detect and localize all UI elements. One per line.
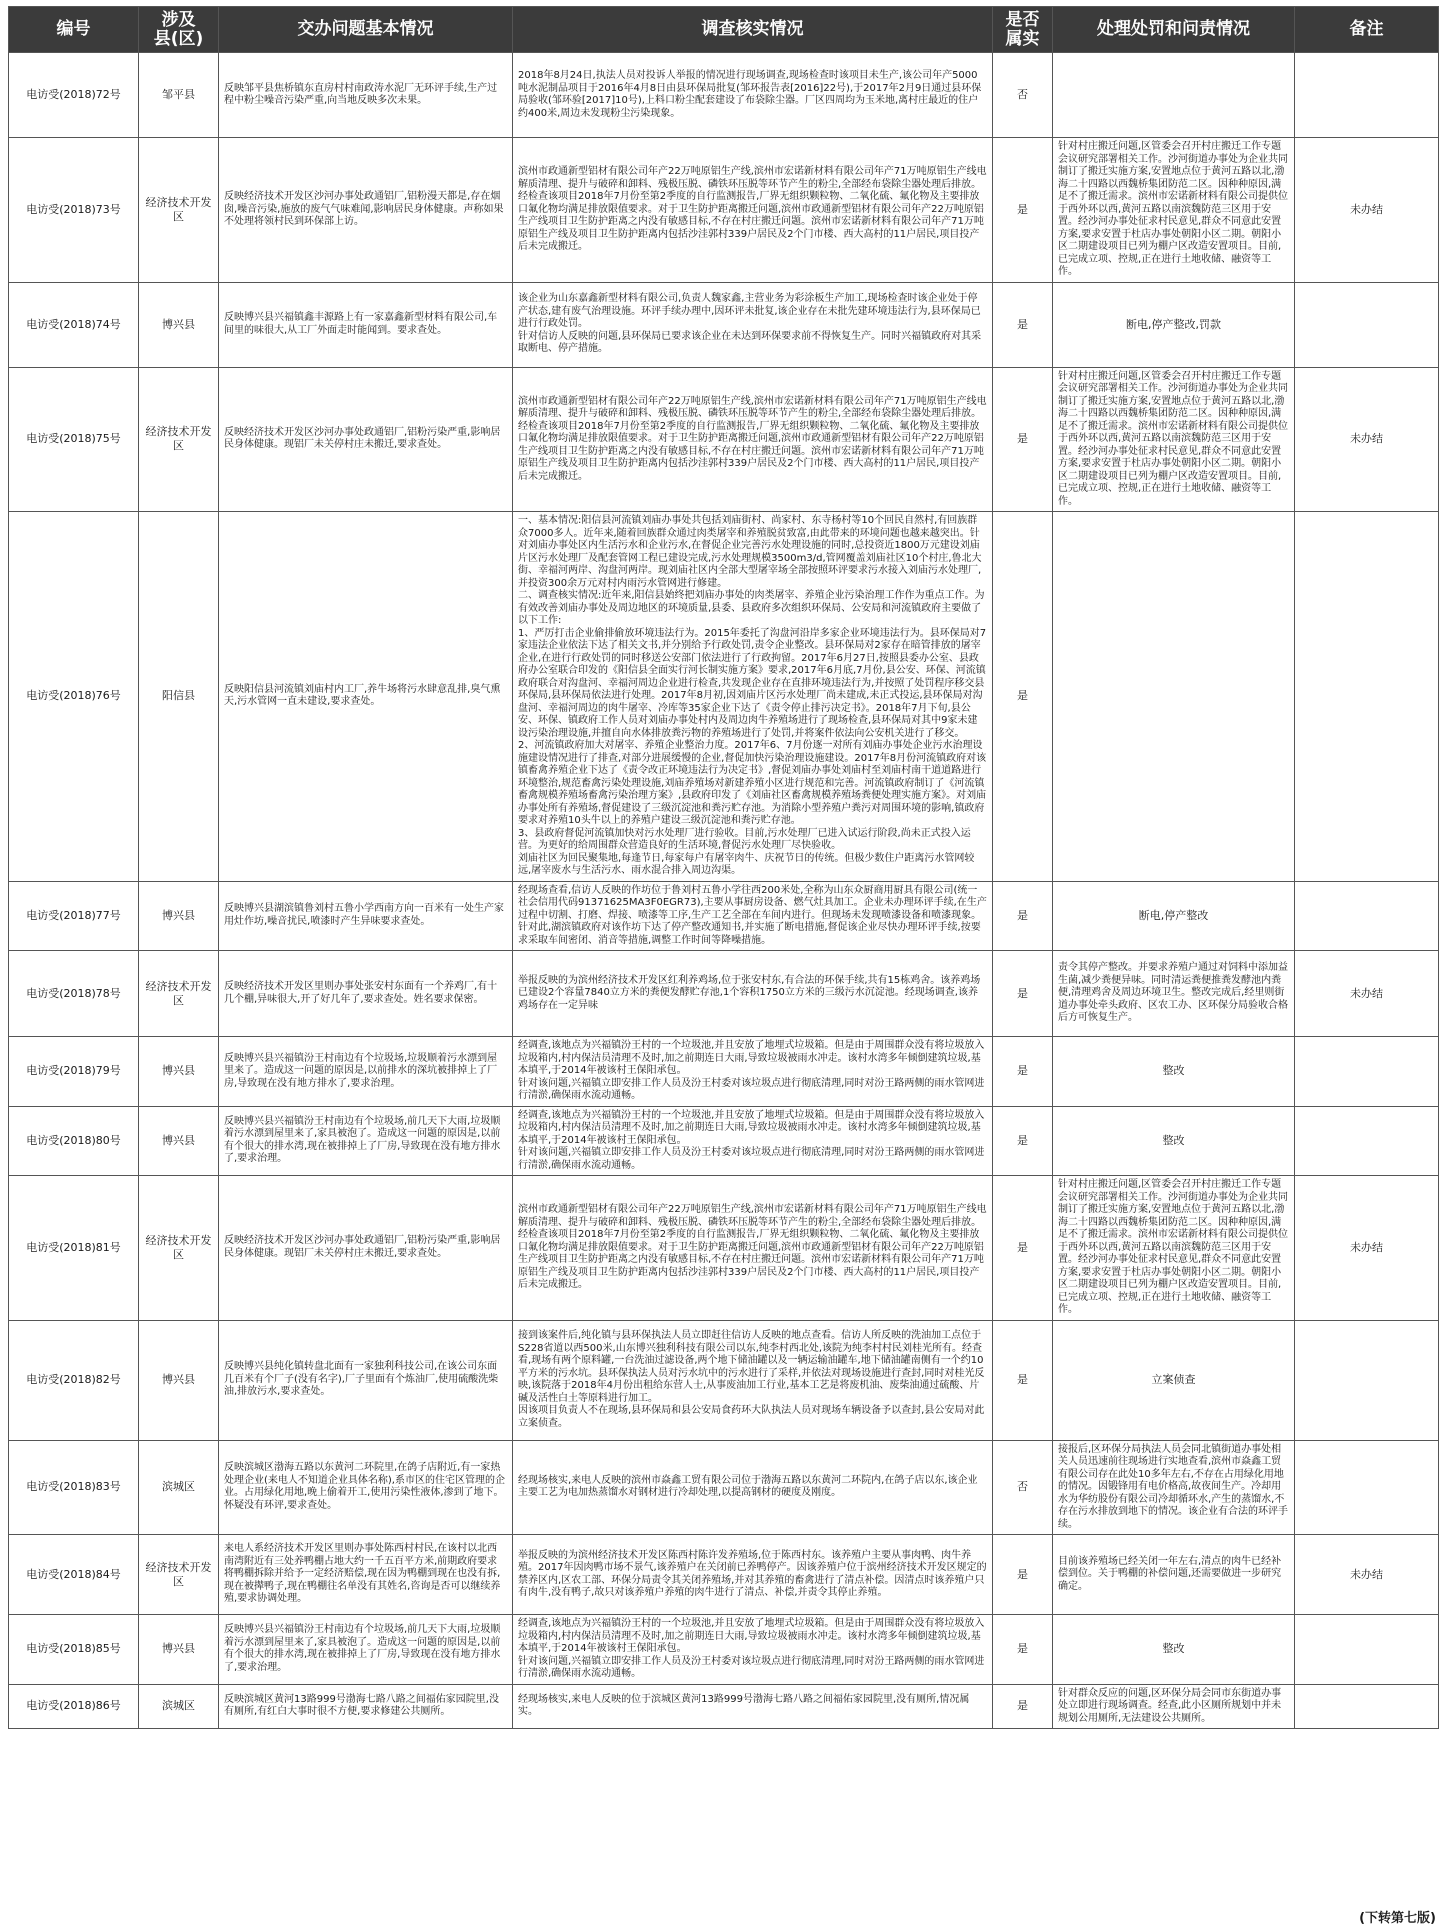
row-county — [139, 1615, 219, 1685]
table-row — [9, 1440, 1439, 1535]
row-penalty — [1053, 1684, 1295, 1729]
row-penalty — [1053, 367, 1295, 512]
row-true-text: 是 — [1017, 317, 1028, 331]
row-issue — [219, 1535, 513, 1615]
row-id-text: 电访受(2018)85号 — [26, 1642, 121, 1656]
continued-note: (下转第七版) — [1359, 1911, 1436, 1926]
row-issue — [219, 1320, 513, 1440]
row-true-text: 否 — [1017, 1480, 1028, 1494]
row-id — [9, 1615, 139, 1685]
row-investigation — [513, 1037, 993, 1107]
row-penalty — [1053, 1037, 1295, 1107]
table-row — [9, 1037, 1439, 1107]
row-investigation — [513, 1615, 993, 1685]
row-investigation — [513, 53, 993, 138]
table-row — [9, 512, 1439, 882]
row-investigation-text: 经现场查看,信访人反映的作坊位于鲁刘村五鲁小学往西200米处,全称为山东众厨商用厨具有限公司(统一社会信用代码91371625MA3F0EGR73),主要从事厨房设备、燃气灶具加工。企业未办理环评手续,在生产过程中切割、打磨、焊接、喷漆等工序,生产工艺全部在车间内进行。但现场未发现喷漆设备和喷漆现象。 针对此,湖滨镇政府对该作坊下达了停产整改通知书,并实施了断电措施,督促该企业尽快办理环评手续,按要求采取车间密闭、消音等措施,调整工作时间等降噪措施。 — [518, 884, 987, 946]
row-county-text: 滨城区 — [162, 1699, 195, 1713]
row-county — [139, 1440, 219, 1535]
row-issue — [219, 951, 513, 1037]
row-investigation-text: 经现场核实,来电人反映的位于滨城区黄河13路999号渤海七路八路之间福佑家园院里,没有厕所,情况属实。 — [518, 1693, 970, 1718]
row-id-text: 电访受(2018)80号 — [26, 1133, 121, 1147]
row-county-text: 博兴县 — [162, 317, 195, 331]
row-investigation — [513, 1176, 993, 1321]
row-id-text: 电访受(2018)76号 — [26, 689, 121, 703]
row-investigation — [513, 1320, 993, 1440]
row-county — [139, 1037, 219, 1107]
row-penalty-text: 整改 — [1162, 1642, 1185, 1656]
row-true — [993, 951, 1053, 1037]
row-true — [993, 1176, 1053, 1321]
row-investigation — [513, 1535, 993, 1615]
row-remark — [1295, 951, 1439, 1037]
table-row — [9, 1106, 1439, 1176]
row-county — [139, 1176, 219, 1321]
row-county-text: 滨城区 — [162, 1480, 195, 1494]
header-true: 是否 属实 — [993, 7, 1053, 53]
row-issue — [219, 1440, 513, 1535]
row-investigation-text: 举报反映的为滨州经济技术开发区红利养鸡场,位于张安村东,有合法的环保手续,共有15栋鸡舍。该养鸡场已建设2个容量7840立方米的粪便发酵贮存池,1个容积1750立方米的三级污水沉淀池。经现场调查,该养鸡场存在一定异味 — [518, 974, 981, 1011]
row-true-text: 是 — [1017, 1642, 1028, 1656]
row-county-text: 博兴县 — [162, 1642, 195, 1656]
row-issue-text: 反映经济技术开发区沙河办事处政通铝厂,铝粉污染严重,影响居民身体健康。现铝厂未关停村庄未搬迁,要求查处。 — [224, 1235, 501, 1259]
row-issue — [219, 1176, 513, 1321]
row-investigation — [513, 1684, 993, 1729]
row-true — [993, 282, 1053, 367]
row-issue-text: 反映博兴县兴福镇鑫丰源路上有一家嘉鑫新型材料有限公司,车间里的味很大,从工厂外面走时能闻到。要求查处。 — [224, 312, 498, 336]
row-id-text: 电访受(2018)79号 — [26, 1064, 121, 1078]
row-id-text: 电访受(2018)84号 — [26, 1567, 121, 1581]
row-penalty — [1053, 951, 1295, 1037]
row-investigation-text: 滨州市政通新型铝材有限公司年产22万吨原铝生产线,滨州市宏诺新材料有限公司年产71万吨原铝生产线电解质清理、提升与破碎和卸料、残极压脱、磷铁环压脱等环节产生的粉尘,全部经布袋除尘器处理后排放。经检查该项目2018年7月份至第2季度的自行监测报告,厂界无组织颗粒物、二氧化硫、氟化物及主要排放口氟化物均满足排放限值要求。对于卫生防护距离搬迁问题,滨州市政通新型铝材有限公司年产22万吨原铝生产线项目卫生防护距离之内没有敏感目标,不存在村庄搬迁问题。滨州市宏诺新材料有限公司年产71万吨原铝生产线及项目卫生防护距离内包括沙洼郭村339户居民及2个门市楼、西大高村的11户居民,项目投产后未完成搬迁。 — [518, 166, 987, 252]
table-row — [9, 367, 1439, 512]
row-true — [993, 512, 1053, 882]
row-id — [9, 1176, 139, 1321]
row-id — [9, 53, 139, 138]
row-county-text: 邹平县 — [162, 88, 195, 101]
row-county — [139, 1106, 219, 1176]
row-true-text: 是 — [1017, 1567, 1028, 1581]
row-penalty-text: 针对村庄搬迁问题,区管委会召开村庄搬迁工作专题会议研究部署相关工作。沙河街道办事处为企业共同制订了搬迁实施方案,安置地点位于黄河五路以北,渤海二十四路以西魏桥集团防范二区。因种种原因,满足不了搬迁需求。滨州市宏诺新材料有限公司提供位于西外环以西,黄河五路以南滨魏防范三区用于安置。经沙河办事处征求村民意见,群众不同意此安置方案,要求安置于杜店办事处朝阳小区二期。朝阳小区二期建设项目已列为棚户区改造安置项目。目前,已完成立项、控规,正在进行土地收储、融资等工作。 — [1058, 1179, 1288, 1315]
row-id — [9, 1320, 139, 1440]
row-penalty — [1053, 1535, 1295, 1615]
row-true — [993, 1615, 1053, 1685]
row-issue-text: 反映经济技术开发区沙河办事处政通铝厂,铝粉污染严重,影响居民身体健康。现铝厂未关停村庄未搬迁,要求查处。 — [224, 426, 501, 451]
row-remark — [1295, 1106, 1439, 1176]
row-county-text: 博兴县 — [162, 1373, 195, 1386]
row-penalty — [1053, 1440, 1295, 1535]
row-investigation — [513, 138, 993, 283]
row-county-text: 博兴县 — [162, 1064, 195, 1078]
row-issue-text: 反映阳信县河流镇刘庙村内工厂,养牛场将污水肆意乱排,臭气熏天,污水管网一直未建设,要求查处。 — [224, 683, 501, 708]
row-investigation — [513, 512, 993, 882]
table-row — [9, 1535, 1439, 1615]
row-investigation-text: 经现场核实,来电人反映的滨州市焱鑫工贸有限公司位于渤海五路以东黄河二环院内,在鸽子店以东,该企业主要工艺为电加热蒸馏水对钢材进行冷却处理,以提高钢材的硬度及刚度。 — [518, 1474, 978, 1499]
row-investigation-text: 举报反映的为滨州经济技术开发区陈西村陈许发养殖场,位于陈西村东。该养殖户主要从事肉鸭、肉牛养殖。2017年因肉鸭市场不景气,该养殖户在关闭前已养鸭停产。因该养殖户位于滨州经济技术开发区规定的禁养区内,区农工部、环保分局责令其关闭养殖场,并对其养殖的畜禽进行了清点补偿。因清点时该养殖户只有肉牛,没有鸭子,故只对该养殖户养殖的肉牛进行了清点、补偿,并责令其停止养殖。 — [518, 1549, 987, 1598]
row-penalty-text: 整改 — [1162, 1133, 1185, 1147]
table-row — [9, 1176, 1439, 1321]
row-penalty — [1053, 881, 1295, 951]
row-penalty-text: 整改 — [1162, 1064, 1185, 1078]
row-id — [9, 282, 139, 367]
row-county — [139, 1320, 219, 1440]
row-issue-text: 反映经济技术开发区里则办事处张安村东面有一个养鸡厂,有十几个棚,异味很大,开了好几年了,要求查处。姓名要求保密。 — [224, 981, 498, 1005]
row-investigation-text: 接到该案件后,纯化镇与县环保执法人员立即赶往信访人反映的地点查看。信访人所反映的洗油加工点位于S228省道以西500米,山东博兴独利科技有限公司以东,纯李村西北处,该院为纯李村村民刘桂光所有。经查看,现场有两个原料罐,一台洗油过滤设备,两个地下储油罐以及一辆运输油罐车,地下储油罐南侧有一个约10平方米的污水坑。县环保执法人员对污水坑中的污水进行了采样,并依法对现场设施进行查封,同时对桂光反映,该院落于2018年4月份出租给东营人士,从事废油加工行业,基本工艺是将废机油、废柴油通过硫酸、片碱及活性白土等原料进行加工。 因该项目负责人不在现场,县环保局和县公安局食药环大队执法人员对现场车辆设备予以查封,县公安局对此立案侦查。 — [518, 1330, 985, 1429]
row-county-text: 经济技术开发区 — [145, 195, 212, 223]
row-county — [139, 367, 219, 512]
table-row — [9, 881, 1439, 951]
row-issue-text: 反映博兴县兴福镇汾王村南边有个垃圾场,垃圾顺着污水漂到屋里来了。造成这一问题的原因是,以前排水的深坑被排掉上了厂房,导致现在没有地方排水了,要求治理。 — [224, 1052, 498, 1089]
row-id-text: 电访受(2018)74号 — [26, 317, 121, 331]
row-investigation — [513, 951, 993, 1037]
table-row — [9, 282, 1439, 367]
row-issue-text: 反映博兴县兴福镇汾王村南边有个垃圾场,前几天下大雨,垃圾顺着污水漂到屋里来了,家具被泡了。造成这一问题的原因是,以前有个很大的排水湾,现在被排掉上了厂房,导致现在没有地方排水了,要求治理。 — [224, 1624, 501, 1673]
row-penalty-text: 针对村庄搬迁问题,区管委会召开村庄搬迁工作专题会议研究部署相关工作。沙河街道办事处为企业共同制订了搬迁实施方案,安置地点位于黄河五路以北,渤海二十四路以西魏桥集团防范二区。因种种原因,满足不了搬迁需求。滨州市宏诺新材料有限公司提供位于西外环以西,黄河五路以南滨魏防范三区用于安置。经沙河办事处征求村民意见,群众不同意此安置方案,要求安置于杜店办事处朝阳小区二期。朝阳小区二期建设项目已列为棚户区改造安置项目。目前,已完成立项、控规,正在进行土地收储、融资等工作。 — [1058, 370, 1288, 507]
row-penalty-text: 针对村庄搬迁问题,区管委会召开村庄搬迁工作专题会议研究部署相关工作。沙河街道办事处为企业共同制订了搬迁实施方案,安置地点位于黄河五路以北,渤海二十四路以西魏桥集团防范二区。因种种原因,满足不了搬迁需求。滨州市宏诺新材料有限公司提供位于西外环以西,黄河五路以南滨魏防范三区用于安置。经沙河办事处征求村民意见,群众不同意此安置方案,要求安置于杜店办事处朝阳小区二期。朝阳小区二期建设项目已列为棚户区改造安置项目。目前,已完成立项、控规,正在进行土地收储、融资等工作。 — [1058, 141, 1288, 277]
table-row — [9, 53, 1439, 138]
row-remark — [1295, 1535, 1439, 1615]
row-issue — [219, 282, 513, 367]
row-true-text: 是 — [1017, 1240, 1028, 1254]
row-id — [9, 881, 139, 951]
row-true-text: 是 — [1017, 986, 1028, 1000]
row-county-text: 经济技术开发区 — [145, 425, 212, 453]
row-county-text: 博兴县 — [162, 1133, 195, 1147]
row-investigation-text: 2018年8月24日,执法人员对投诉人举报的情况进行现场调查,现场检查时该项目未生产,该公司年产5000吨水泥制品项目于2016年4月8日由县环保局批复(邹环报告表[2016]22号),于2017年2月9日通过县环保局验收(邹环验[2017]10号),上料口粉尘配套建设了布袋除尘器。厂区四周均为玉米地,离村庄最近的住户约400米,周边未发现粉尘污染现象。 — [518, 70, 982, 119]
row-investigation-text: 滨州市政通新型铝材有限公司年产22万吨原铝生产线,滨州市宏诺新材料有限公司年产71万吨原铝生产线电解质清理、提升与破碎和卸料、残极压脱、磷铁环压脱等环节产生的粉尘,全部经布袋除尘器处理后排放。经检查该项目2018年7月份至第2季度的自行监测报告,厂界无组织颗粒物、二氧化硫、氟化物及主要排放口氟化物均满足排放限值要求。对于卫生防护距离搬迁问题,滨州市政通新型铝材有限公司年产22万吨原铝生产线项目卫生防护距离之内没有敏感目标,不存在村庄搬迁问题。滨州市宏诺新材料有限公司年产71万吨原铝生产线及项目卫生防护距离内包括沙洼郭村339户居民及2个门市楼、西大高村的11户居民,项目投产后未完成搬迁。 — [518, 395, 987, 482]
row-investigation — [513, 881, 993, 951]
row-id — [9, 1535, 139, 1615]
row-true-text: 是 — [1017, 1373, 1028, 1386]
table-header-row — [9, 7, 1439, 53]
row-county — [139, 1684, 219, 1729]
row-investigation-text: 该企业为山东嘉鑫新型材料有限公司,负责人魏家鑫,主营业务为彩涂板生产加工,现场检查时该企业处于停产状态,建有废气治理设施。环评手续办理中,因环评未批复,该企业存在未批先建环境违法行为,县环保局已进行行政处罚。 针对信访人反映的问题,县环保局已要求该企业在未达到环保要求前不得恢复生产。同时兴福镇政府对其采取断电、停产措施。 — [518, 293, 982, 355]
row-county — [139, 138, 219, 283]
row-county — [139, 512, 219, 882]
header-county: 涉及 县(区) — [139, 7, 219, 53]
row-remark-text: 未办结 — [1350, 432, 1383, 446]
row-investigation-text: 经调查,该地点为兴福镇汾王村的一个垃圾池,并且安放了地埋式垃圾箱。但是由于周围群众没有将垃圾放入垃圾箱内,村内保洁员清理不及时,加之前期连日大雨,导致垃圾被雨水冲走。该村水湾多年倾倒建筑垃圾,基本填平,于2014年被该村王保阳承包。 针对该问题,兴福镇立即安排工作人员及汾王村委对该垃圾点进行彻底清理,同时对汾王路两侧的雨水管网进行清淤,确保雨水流动通畅。 — [518, 1618, 985, 1679]
row-penalty-text: 断电,停产整改,罚款 — [1126, 317, 1221, 331]
row-issue-text: 反映博兴县湖滨镇鲁刘村五鲁小学西南方向一百米有一处生产家用灶作坊,噪音扰民,喷漆时产生异味要求查处。 — [224, 903, 504, 927]
row-county-text: 阳信县 — [162, 689, 195, 703]
row-id-text: 电访受(2018)75号 — [26, 432, 121, 446]
row-penalty-text: 断电,停产整改 — [1138, 908, 1209, 922]
header-issue: 交办问题基本情况 — [219, 7, 513, 53]
row-issue-text: 反映邹平县焦桥镇东直房村村南政涛水泥厂无环评手续,生产过程中粉尘噪音污染严重,向当地反映多次未果。 — [224, 82, 498, 106]
row-issue-text: 反映滨城区黄河13路999号渤海七路八路之间福佑家园院里,没有厕所,有红白大事时很不方便,要求修建公共厕所。 — [224, 1693, 499, 1718]
row-penalty-text: 接报后,区环保分局执法人员会同北镇街道办事处相关人员迅速前往现场进行实地查看,滨州市焱鑫工贸有限公司存在此处10多年左右,不存在占用绿化用地的情况。因锻锋用有电价格高,故夜间生产。冷却用水为华纺股份有限公司冷却循环水,产生的蒸馏水,不存在污水排放到地下的情况。该企业有合法的环评手续。 — [1058, 1443, 1288, 1530]
issue-table — [8, 6, 1439, 1729]
row-true-text: 是 — [1017, 1699, 1028, 1713]
table-row — [9, 1615, 1439, 1685]
row-investigation-text: 经调查,该地点为兴福镇汾王村的一个垃圾池,并且安放了地埋式垃圾箱。但是由于周围群众没有将垃圾放入垃圾箱内,村内保洁员清理不及时,加之前期连日大雨,导致垃圾被雨水冲走。该村水湾多年倾倒建筑垃圾,基本填平,于2014年被该村王保阳承包。 针对该问题,兴福镇立即安排工作人员及汾王村委对该垃圾点进行彻底清理,同时对汾王路两侧的雨水管网进行清淤,确保雨水流动通畅。 — [518, 1109, 985, 1171]
row-id — [9, 138, 139, 283]
row-penalty-text: 针对群众反应的问题,区环保分局会同市东街道办事处立即进行现场调查。经查,此小区厕所规划中并未规划公用厕所,无法建设公共厕所。 — [1058, 1687, 1282, 1724]
row-county-text: 经济技术开发区 — [145, 1233, 212, 1261]
row-remark — [1295, 53, 1439, 138]
row-investigation — [513, 1440, 993, 1535]
row-county-text: 经济技术开发区 — [145, 979, 212, 1007]
row-investigation-text: 一、基本情况:阳信县河流镇刘庙办事处共包括刘庙街村、尚家村、东寺杨村等10个回民自然村,有回族群众7000多人。近年来,随着回族群众通过肉类屠宰和养殖脱贫致富,由此带来的环境问题也越来越突出。针对刘庙办事处区内生活污水和企业污水,在督促企业完善污水处理设施的同时,总投资近1800万元建设刘庙片区污水处理厂及配套管网工程已建设完成,污水处理规模3500m3/d,管网覆盖刘庙社区10个村庄,鲁北大街、幸福河两岸、沟盘河两岸。现刘庙社区内全部大型屠宰场全部按照环评要求污水接入刘庙污水处理厂,并投资300余万元对村内雨污水管网进行修建。 二、调查核实情况:近年来,阳信县始终把刘庙办事处的肉类屠宰、养殖企业污染治理工作作为重点工作。为有效改善刘庙办事处及周边地区的环境质量,县委、县政府多次组织环保局、公安局和河流镇政府主要做了以下工作: 1、严厉打击企业偷排偷放环境违法行为。2015年委托了沟盘河沿岸多家企业环境违法行为。县环保局对7家违法企业依法下达了相关文书,并分别给予行政处罚,责令企业整改。县环保局对2家存在暗管排放的屠宰企业,在进行行政处罚的同时移送公安部门依法进行了行政拘留。2017年6月27日,按照县委办公室、县政府办公室联合印发的《阳信县全面实行河长制实施方案》要求,2017年6月底,7月份,县公安、环保、河流镇政府联合对沟盘河、幸福河周边企业进行检查,共发现企业存在直排环境违法行为,并按照了处罚程序移交县环保局,县环保局依法进行处理。2017年8月初,因刘庙片区污水处理厂尚未建成,未正式投运,县环保局对沟盘河、幸福河周边的肉牛屠宰、冷库等35家企业下达了《责令停止排污决定书》。2018年7月下旬,县公安、环保、镇政府工作人员对刘庙办事处村内及周边肉牛养殖场进行了现场检查,县环保局对其中9家未建设污染治理设施,并擅自向水体排放粪污物的养殖场进行了处罚,并将案件依法向公安机关进行了移交。 2、河流镇政府加大对屠宰、养殖企业整治力度。2017年6、7月份逐一对所有刘庙办事处企业污水治理设施建设情况进行了排查,对部分进展缓慢的企业,督促加快污染治理设施建设。2017年8月份河流镇政府对该镇畜禽养殖企业下达了《责令改正环境违法行为决定书》,督促刘庙办事处刘庙村至刘庙村南干道道路进行环境整治,规范畜禽污染处理设施,刘庙养殖场对新建养殖小区进行规范和完善。河流镇政府制订了《河流镇畜禽规模养殖场畜禽污染治理方案》,县政府印发了《刘庙社区畜禽规模养殖场粪便处理实施方案》。对刘庙办事处所有养殖场,督促建设了三级沉淀池和粪污贮存池。为消除小型养殖户粪污对周围环境的影响,镇政府要求对养殖10头牛以上的养殖户建设三级沉淀池和粪污贮存池。 3、县政府督促河流镇加快对污水处理厂进行验收。目前,污水处理厂已进入试运行阶段,尚未正式投入运营。为更好的给周围群众营造良好的生活环境,督促污水处理厂尽快验收。 刘庙社区为回民聚集地,每逢节日,每家每户有屠宰肉牛、庆祝节日的传统。但极少数住户距离污水管网较远,屠宰废水与生活污水、雨水混合排入周边沟渠。 — [518, 515, 987, 876]
row-id-text: 电访受(2018)77号 — [26, 908, 121, 922]
row-penalty — [1053, 1320, 1295, 1440]
row-true-text: 是 — [1017, 202, 1028, 216]
row-county — [139, 1535, 219, 1615]
row-remark-text: 未办结 — [1350, 202, 1383, 216]
row-investigation-text: 滨州市政通新型铝材有限公司年产22万吨原铝生产线,滨州市宏诺新材料有限公司年产71万吨原铝生产线电解质清理、提升与破碎和卸料、残极压脱、磷铁环压脱等环节产生的粉尘,全部经布袋除尘器处理后排放。经检查该项目2018年7月份至第2季度的自行监测报告,厂界无组织颗粒物、二氧化硫、氟化物及主要排放口氟化物均满足排放限值要求。对于卫生防护距离搬迁问题,滨州市政通新型铝材有限公司年产22万吨原铝生产线项目卫生防护距离之内没有敏感目标,不存在村庄搬迁问题。滨州市宏诺新材料有限公司年产71万吨原铝生产线及项目卫生防护距离内包括沙洼郭村339户居民及2个门市楼、西大高村的11户居民,项目投产后未完成搬迁。 — [518, 1204, 987, 1290]
row-id — [9, 512, 139, 882]
row-true-text: 是 — [1017, 1064, 1028, 1078]
row-penalty — [1053, 1615, 1295, 1685]
row-true-text: 否 — [1017, 88, 1028, 101]
row-remark — [1295, 367, 1439, 512]
row-true-text: 是 — [1017, 1133, 1028, 1147]
row-investigation-text: 经调查,该地点为兴福镇汾王村的一个垃圾池,并且安放了地埋式垃圾箱。但是由于周围群众没有将垃圾放入垃圾箱内,村内保洁员清理不及时,加之前期连日大雨,导致垃圾被雨水冲走。该村水湾多年倾倒建筑垃圾,基本填平,于2014年被该村王保阳承包。 针对该问题,兴福镇立即安排工作人员及汾王村委对该垃圾点进行彻底清理,同时对汾王路两侧的雨水管网进行清淤,确保雨水流动通畅。 — [518, 1040, 985, 1101]
row-true — [993, 1106, 1053, 1176]
row-id — [9, 367, 139, 512]
header-id: 编号 — [9, 7, 139, 53]
row-remark — [1295, 512, 1439, 882]
row-issue-text: 来电人系经济技术开发区里则办事处陈西村村民,在该村以北西南湾附近有三处养鸭棚占地大约一千五百平方米,前期政府要求将鸭棚拆除并给予一定经济赔偿,现在因为鸭棚到现在也没有拆,现在被撵鸭子,现在鸭棚往名单没有其姓名,咨询是否可以继续养殖,要求协调处理。 — [224, 1543, 501, 1605]
row-remark — [1295, 881, 1439, 951]
row-penalty-text: 目前该养殖场已经关闭一年左右,清点的肉牛已经补偿到位。关于鸭棚的补偿问题,还需要做进一步研究确定。 — [1058, 1555, 1282, 1592]
row-id-text: 电访受(2018)81号 — [26, 1240, 121, 1254]
row-issue-text: 反映博兴县兴福镇汾王村南边有个垃圾场,前几天下大雨,垃圾顺着污水漂到屋里来了,家具被泡了。造成这一问题的原因是,以前有个很大的排水湾,现在被排掉上了厂房,导致现在没有地方排水了,要求治理。 — [224, 1115, 501, 1165]
table-row — [9, 138, 1439, 283]
row-county-text: 博兴县 — [162, 908, 195, 922]
row-issue — [219, 367, 513, 512]
row-id-text: 电访受(2018)78号 — [26, 986, 121, 1000]
row-county — [139, 282, 219, 367]
row-true — [993, 1320, 1053, 1440]
row-remark — [1295, 1176, 1439, 1321]
row-remark-text: 未办结 — [1350, 1567, 1383, 1581]
row-penalty — [1053, 53, 1295, 138]
row-id-text: 电访受(2018)86号 — [26, 1699, 121, 1713]
row-remark — [1295, 1037, 1439, 1107]
row-id — [9, 1106, 139, 1176]
row-true — [993, 1037, 1053, 1107]
row-issue-text: 反映博兴县纯化镇转盘北面有一家独利科技公司,在该公司东面几百米有个厂子(没有名字),厂子里面有个炼油厂,使用硫酸洗柴油,排放污水,要求查处。 — [224, 1361, 499, 1398]
row-issue — [219, 512, 513, 882]
row-penalty — [1053, 282, 1295, 367]
row-true — [993, 1684, 1053, 1729]
row-true — [993, 53, 1053, 138]
row-issue — [219, 881, 513, 951]
row-investigation — [513, 367, 993, 512]
row-true — [993, 881, 1053, 951]
row-remark — [1295, 1684, 1439, 1729]
row-remark-text: 未办结 — [1350, 1240, 1383, 1254]
row-true — [993, 1440, 1053, 1535]
row-issue — [219, 53, 513, 138]
header-remark: 备注 — [1295, 7, 1439, 53]
row-issue — [219, 1106, 513, 1176]
row-id — [9, 951, 139, 1037]
row-issue — [219, 1037, 513, 1107]
row-issue — [219, 138, 513, 283]
row-issue-text: 反映经济技术开发区沙河办事处政通铝厂,铝粉漫天都是,存在烟囱,噪音污染,施放的废气气味难闻,影响居民身体健康。声称如果不处理将领村民到环保部上访。 — [224, 191, 504, 227]
row-penalty-text: 立案侦查 — [1151, 1373, 1196, 1386]
row-county — [139, 53, 219, 138]
document-sheet — [8, 6, 1438, 1729]
row-issue-text: 反映滨城区渤海五路以东黄河二环院里,在鸽子店附近,有一家热处理企业(来电人不知道企业具体名称),系市区的住宅区管理的企业。占用绿化用地,晚上偷着开工,使用污染性液体,渗到了地下。怀疑没有环评,要求查处。 — [224, 1462, 505, 1511]
row-remark-text: 未办结 — [1350, 986, 1383, 1000]
header-investigation: 调查核实情况 — [513, 7, 993, 53]
row-remark — [1295, 282, 1439, 367]
row-penalty — [1053, 1176, 1295, 1321]
row-id — [9, 1037, 139, 1107]
row-county-text: 经济技术开发区 — [145, 1560, 212, 1588]
row-true-text: 是 — [1017, 908, 1028, 922]
row-county — [139, 881, 219, 951]
row-remark — [1295, 1320, 1439, 1440]
row-penalty — [1053, 512, 1295, 882]
row-true-text: 是 — [1017, 689, 1028, 703]
row-true — [993, 138, 1053, 283]
row-true — [993, 1535, 1053, 1615]
row-id-text: 电访受(2018)72号 — [26, 88, 121, 101]
row-remark — [1295, 1615, 1439, 1685]
row-id-text: 电访受(2018)82号 — [26, 1373, 121, 1386]
row-investigation — [513, 1106, 993, 1176]
row-id-text: 电访受(2018)73号 — [26, 202, 121, 216]
table-row — [9, 951, 1439, 1037]
header-penalty: 处理处罚和问责情况 — [1053, 7, 1295, 53]
row-penalty-text: 责令其停产整改。并要求养殖户通过对饲料中添加益生菌,减少粪便异味。同时清运粪便推粪发酵池内粪便,清理鸡舍及周边环境卫生。整改完成后,经里则街道办事处牵头政府、区农工办、区环保分局验收合格后方可恢复生产。 — [1058, 962, 1288, 1024]
row-id — [9, 1684, 139, 1729]
row-issue — [219, 1684, 513, 1729]
row-investigation — [513, 282, 993, 367]
row-true — [993, 367, 1053, 512]
row-issue — [219, 1615, 513, 1685]
row-id — [9, 1440, 139, 1535]
table-row — [9, 1320, 1439, 1440]
table-row — [9, 1684, 1439, 1729]
row-id-text: 电访受(2018)83号 — [26, 1480, 121, 1494]
row-true-text: 是 — [1017, 432, 1028, 446]
row-remark — [1295, 1440, 1439, 1535]
row-penalty — [1053, 1106, 1295, 1176]
row-county — [139, 951, 219, 1037]
row-penalty — [1053, 138, 1295, 283]
row-remark — [1295, 138, 1439, 283]
